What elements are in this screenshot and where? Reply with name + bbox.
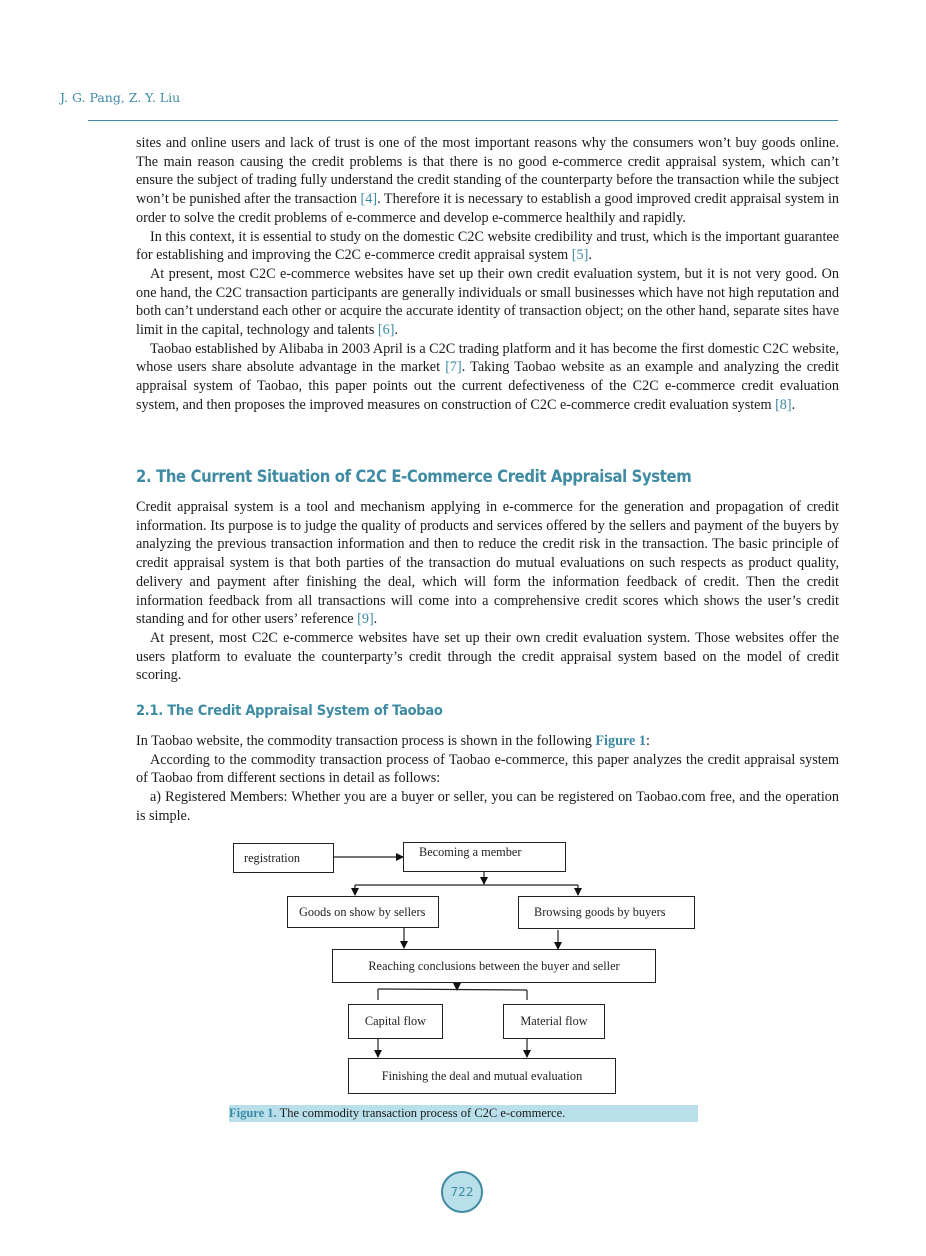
node-label: Finishing the deal and mutual evaluation bbox=[381, 1068, 583, 1083]
flow-node-buyers bbox=[518, 896, 695, 929]
citation-link[interactable]: [8] bbox=[775, 396, 792, 413]
paragraph: At present, most C2C e-commerce websites have set up their own credit evaluation system. Those websites offer the users platform to evaluate the counterparty’s credit through the credit appraisal system based on the model of credit scoring. bbox=[136, 629, 839, 684]
paragraph-text: Credit appraisal system is a tool and mechanism applying in e-commerce for the generation and propagation of credit information. Its purpose is to judge the quality of products and services offered by the sellers and payment of the buyers by analyzing the previous transaction information and then to reduce the credit risk in the transaction. The basic principle of credit appraisal system is that both parties of the transaction do mutual evaluations on such respects as product quality, delivery and payment after finishing the deal, which will form the information feedback of credit. Then the credit information feedback from all transactions will come into a comprehensive credit scores which shows the user’s credit standing and for other users’ reference bbox=[136, 499, 839, 628]
paragraph-text: . bbox=[791, 396, 796, 413]
section-heading: 2. The Current Situation of C2C E-Commerce Credit Appraisal System bbox=[136, 467, 692, 486]
flow-node-finish bbox=[348, 1058, 616, 1094]
paragraph-text: . bbox=[588, 247, 592, 264]
node-label: Becoming a member bbox=[419, 845, 522, 859]
figure-caption bbox=[229, 1105, 698, 1122]
node-label: Reaching conclusions between the buyer and seller bbox=[368, 958, 620, 973]
citation-link[interactable]: [7] bbox=[445, 359, 462, 376]
node-label: Goods on show by sellers bbox=[299, 904, 426, 919]
flow-node-member bbox=[403, 842, 566, 872]
subsection-heading: 2.1. The Credit Appraisal System of Taobao bbox=[136, 703, 443, 719]
figure-caption-label: Figure 1. bbox=[229, 1106, 277, 1120]
node-label: Material flow bbox=[520, 1014, 588, 1028]
citation-link[interactable]: [5] bbox=[571, 247, 589, 264]
connector-split-bottom bbox=[378, 989, 527, 990]
flow-node-conclusion bbox=[332, 949, 656, 983]
flow-node-material bbox=[503, 1004, 605, 1039]
paragraph-text: . bbox=[373, 611, 378, 628]
figure-link[interactable]: Figure 1 bbox=[595, 733, 646, 749]
page-number-badge: 722 bbox=[441, 1171, 483, 1213]
citation-link[interactable]: [4] bbox=[360, 191, 378, 208]
figure-caption-text: The commodity transaction process of C2C e-commerce. bbox=[276, 1106, 566, 1120]
node-label: registration bbox=[244, 850, 301, 865]
running-header-authors: J. G. Pang, Z. Y. Liu bbox=[60, 90, 181, 105]
paragraph-text: . bbox=[394, 322, 399, 339]
paragraph-text: sites and online users and lack of trust is one of the most important reasons why the consumers won’t buy goods online. The main reason causing the credit problems is that there is no good e-commerce credit appraisal system, which can’t ensure the subject of trading fully understand the credit standing of the counterparty before the transaction while the subject won’t be punished after the transaction bbox=[136, 135, 839, 208]
citation-link[interactable]: [9] bbox=[357, 611, 374, 628]
paragraph-text: : bbox=[645, 733, 650, 749]
paragraph: a) Registered Members: Whether you are a buyer or seller, you can be registered on Taobao.com free, and the operation is simple. bbox=[136, 789, 839, 824]
flow-node-capital bbox=[348, 1004, 443, 1039]
flow-node-sellers bbox=[287, 896, 439, 928]
paragraph-text: In this context, it is essential to study on the domestic C2C website credibility and trust, which is the important guarantee for establishing and improving the C2C e-commerce credit appraisal system bbox=[136, 228, 839, 264]
citation-link[interactable]: [6] bbox=[377, 322, 395, 339]
flow-node-registration bbox=[233, 843, 334, 873]
node-label: Browsing goods by buyers bbox=[534, 905, 666, 919]
paragraph-text: . Therefore it is necessary to establish a good improved credit appraisal system in order to solve the credit problems of e-commerce and develop e-commerce healthily and rapidly. bbox=[136, 191, 839, 226]
paragraph-text: In Taobao website, the commodity transaction process is shown in the following bbox=[136, 733, 596, 749]
paragraph-text: . Taking Taobao website as an example and analyzing the credit appraisal system of Taobao, this paper points out the current defectiveness of the C2C e-commerce credit evaluation system, and then proposes the improved measures on construction of C2C e-commerce credit evaluation system bbox=[136, 359, 839, 413]
node-label: Capital flow bbox=[364, 1014, 427, 1028]
paragraph-text: Taobao established by Alibaba in 2003 April is a C2C trading platform and it has become the first domestic C2C website, whose users share absolute advantage in the market bbox=[136, 340, 839, 376]
paragraph-text: At present, most C2C e-commerce websites have set up their own credit evaluation system, but it is not very good. On one hand, the C2C transaction participants are generally individuals or small businesses which have not high reputation and both can’t understand each other or acquire the accurate identity of transaction object; on the other hand, separate sites have limit in the capital, technology and talents bbox=[136, 265, 839, 339]
paragraph: According to the commodity transaction process of Taobao e-commerce, this paper analyzes the credit appraisal system of Taobao from different sections in detail as follows: bbox=[136, 751, 839, 787]
